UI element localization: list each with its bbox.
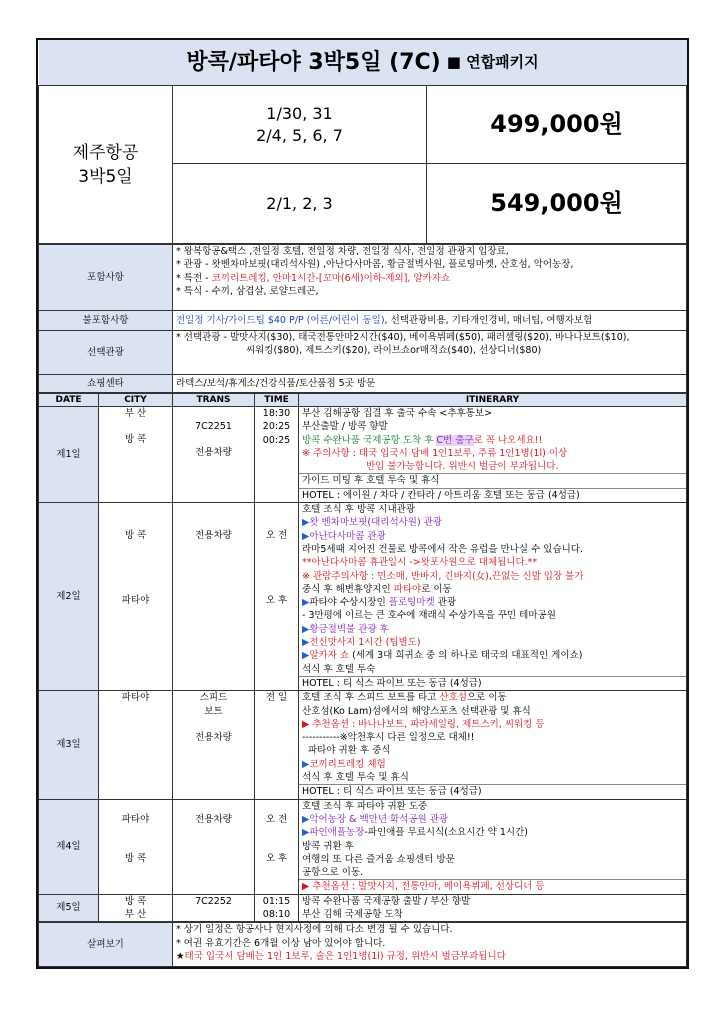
exit-highlight: C번 출구: [436, 434, 474, 446]
flight: 7C2251: [195, 421, 232, 432]
note-line: * 상기 일정은 항공사나 현지사정에 의해 다소 변경 될 수 있습니다.: [176, 924, 453, 936]
itinerary-line: [302, 758, 683, 771]
itinerary-line: [302, 813, 683, 826]
vehicle: 전용차량: [195, 731, 232, 743]
line-part: (세계 3대 희귀쇼 중 의 하나로 태국의 대표적인 게이쇼): [352, 650, 583, 662]
exclude-label: 불포함사항: [39, 311, 173, 331]
time-am: 오 전: [265, 530, 288, 542]
day-label: 제4일: [39, 799, 99, 894]
vehicle: 전용차량: [195, 530, 232, 542]
arrow-icon: ▶: [302, 517, 310, 529]
line-part: 산호섬: [439, 692, 467, 704]
boat: 스피드 보트: [199, 692, 228, 717]
day-city: [99, 503, 173, 691]
option-line: ▶ 추천옵션 : 발맛사지, 전통안마, 베이욕뷔페, 선상디너 등: [299, 879, 686, 893]
shop-value: 라텍스/보석/휴게소/건강식품/토산품점 5곳 방문: [173, 375, 687, 393]
option-label: 선택관광: [39, 331, 173, 375]
itinerary-line: 방콕 귀환 후: [302, 840, 354, 852]
line-part: 코끼리트레킹 체험: [309, 758, 386, 770]
star-icon: ★: [176, 950, 185, 962]
itinerary-line: 산호섬(Ko Lam)섬에서의 해양스포츠 선택관광 및 휴식: [302, 705, 531, 717]
shop-label: 쇼핑센타: [39, 375, 173, 393]
line-part: 아난다사마콤 관광: [309, 530, 386, 542]
day-itinerary: [299, 503, 687, 691]
line-part: 관광: [434, 597, 457, 609]
vehicle: 전용차량: [195, 447, 232, 459]
city: 방 콕: [124, 434, 147, 446]
header-table: [38, 40, 687, 244]
itinerary-table: [38, 393, 687, 922]
itinerary-line: 가이드 미팅 후 호텔 투숙 및 휴식: [299, 473, 686, 487]
day-time: [255, 799, 299, 894]
itinerary-line: [302, 623, 683, 636]
day-city: [99, 799, 173, 894]
col-time: TIME: [255, 394, 299, 407]
option-line: 씨워킹($80), 제트스키($20), 라이브쇼or매직쇼($40), 선상디너($80): [246, 345, 542, 357]
day-trans: [173, 691, 255, 799]
itinerary-line: 파타야 귀환 후 중식: [308, 745, 391, 757]
day-time: [255, 503, 299, 691]
day-trans: [173, 407, 255, 503]
day-label: 제2일: [39, 503, 99, 691]
note-line: [176, 950, 683, 963]
price-2: 549,000원: [427, 164, 687, 244]
city: 방 콕: [124, 852, 147, 864]
notes-label: 살펴보기: [39, 923, 173, 967]
exclude-cell: [173, 311, 687, 331]
info-table: [38, 244, 687, 393]
day-trans: 7C2252: [173, 894, 255, 922]
day-label: 제5일: [39, 894, 99, 922]
itinerary-line: [302, 826, 683, 839]
line-part: 중식 후 해변휴양지인: [302, 583, 394, 595]
day-row: [39, 503, 687, 691]
day-label: 제3일: [39, 691, 99, 799]
col-itinerary: ITINERARY: [299, 394, 687, 407]
line-part: 전신맛사지 1시간 (팁별도): [309, 637, 421, 649]
include-line: * 왕복항공&택스 ,전일정 호텔, 전일정 차량, 전일정 식사, 전일정 관광지 입장료,: [176, 246, 509, 257]
note-line: * 여권 유효기간은 6개월 이상 남아 있어야 합니다.: [176, 937, 386, 949]
day-row: [39, 407, 687, 503]
itinerary-line: 부산 김해공항 집결 후 출국 수속 <추후통보>: [302, 408, 493, 419]
day-city: [99, 407, 173, 503]
time-pm: 오 후: [265, 852, 288, 864]
itinerary-line: 부산출발 / 방콕 향발: [302, 421, 388, 433]
city: 부 산: [124, 408, 147, 419]
line-part: -파인애플 무료시식(소요시간 약 1시간): [364, 827, 528, 839]
itinerary-line: 석식 후 호텔 투숙 및 휴식: [302, 772, 409, 784]
option-cell: [173, 331, 687, 375]
itinerary-line: -----------※악천후시 다른 일정으로 대체!!: [302, 732, 475, 744]
day-trans: [173, 503, 255, 691]
page-title: [39, 40, 687, 86]
day-time: 01:15 08:10: [255, 894, 299, 922]
warning-line: 반입 불가능합니다. 위반시 벌금이 부과됩니다.: [366, 461, 559, 473]
line-part: 파인애플농장: [309, 827, 365, 839]
col-city: CITY: [99, 394, 173, 407]
perk-items: 코끼리트레킹, 안마1시간-[꼬마(6세)이하-제외], 알카자쇼: [211, 272, 451, 284]
perk-prefix: * 특전 -: [176, 272, 212, 284]
include-label: 포함사항: [39, 245, 173, 311]
time-am: 오 전: [265, 813, 288, 825]
day-itinerary: [299, 407, 687, 503]
itinerary-line: 석식 후 호텔 투숙: [302, 663, 376, 675]
itinerary-line: 라마5세때 지어진 건물로 방콕에서 작은 유럽을 만나실 수 있습니다.: [302, 543, 584, 555]
departure-dates-2: 2/1, 2, 3: [173, 164, 427, 244]
line-part: 으로 이동: [466, 692, 507, 704]
itinerary-line: [302, 596, 683, 609]
itinerary-line: [302, 691, 683, 704]
line-part: 알카자 쇼: [309, 650, 353, 662]
itinerary-line: 여행의 또 다른 즐거움 쇼핑센터 방문: [302, 853, 455, 865]
itinerary-line: [302, 530, 683, 543]
line-part: 파타야: [393, 583, 422, 595]
day-label: 제1일: [39, 407, 99, 503]
arrow-icon: ▶: [302, 827, 310, 839]
day-time: 전 일: [255, 691, 299, 799]
itinerary-line: **아난다사마콤 휴관일시 ->왓포사원으로 대체됩니다.**: [302, 557, 538, 569]
warning-note: 태국 입국시 담배는 1인 1보루, 술은 1인1병(1l) 규정, 위반시 벌금부과됩니다: [184, 950, 506, 962]
hotel-line: HOTEL : 에이원 / 차다 / 칸타라 / 아트리움 호텔 또는 동급 (4성급): [299, 488, 686, 502]
line-part: 로 이동: [421, 583, 452, 595]
city: 파타야: [121, 595, 150, 607]
itinerary-line: [302, 583, 683, 596]
day-time: 18:30 20:25 00:25: [255, 407, 299, 503]
title-text: 방콕/파타야 3박5일 (7C): [186, 50, 441, 75]
warning-line: ※ 주의사항 : 태국 입국시 담배 1인1보루, 주류 1인1병(1l) 이상: [302, 447, 568, 459]
itinerary-line: - 3만평에 이르는 큰 호수에 재래식 수상가옥을 꾸민 테마공원: [302, 610, 556, 622]
itinerary-line: 부산 김해 국제공항 도착: [302, 908, 403, 920]
option-line: * 선택관광 - 발맛사지($30), 태국전통안마2시간($40), 베이욕뷔페($50), 패러셀링($20), 바나나보트($10),: [176, 332, 630, 343]
day-itinerary: [299, 894, 687, 922]
price-1: 499,000원: [427, 86, 687, 164]
itinerary-line: 호텔 조식 후 파타야 귀환 도중: [302, 800, 428, 812]
line-part: 로 꼭 나오세요!!: [473, 434, 543, 446]
city: 파타야: [121, 813, 150, 825]
warning-line: ※ 관람주의사항 : 민소매, 반바지, 긴바지(女),끈없는 신발 입장 불가: [302, 570, 584, 582]
day-city: 방 콕 부 산: [99, 894, 173, 922]
line-part: 호텔 조식 후 스피드 보트를 타고: [302, 692, 440, 704]
notes-table: [38, 922, 687, 967]
tip-notice: 전일정 기사/가이드팁 $40 P/P (어른/어린이 동일): [176, 314, 385, 326]
itinerary-line: [302, 434, 683, 447]
col-date: DATE: [39, 394, 99, 407]
exclude-rest: , 선택관광비용, 기타개인경비, 매너팁, 여행자보험: [384, 314, 593, 326]
line-part: 악어농장 & 백만년 화석공원 관광: [309, 813, 449, 825]
day-row: [39, 691, 687, 799]
col-trans: TRANS: [173, 394, 255, 407]
line-part: 왓 벤차마보핏(대리석사원) 관광: [309, 517, 443, 529]
arrow-icon: ▶: [302, 650, 310, 662]
day-row: [39, 799, 687, 894]
itinerary-line: [302, 516, 683, 529]
package-badge: ■ 연합패키지: [446, 53, 539, 71]
day-trans: [173, 799, 255, 894]
include-line: * 특식 - 수끼, 삼겹살, 로얄드레곤,: [176, 285, 319, 297]
time-pm: 오 후: [265, 595, 288, 607]
arrow-icon: ▶: [302, 530, 310, 542]
arrow-icon: ▶: [302, 813, 310, 825]
day-city: 파타야: [99, 691, 173, 799]
arrow-icon: ▶: [302, 637, 310, 649]
itinerary-line: [302, 649, 683, 662]
itinerary-line: 호텔 조식 후 방콕 시내관광: [302, 504, 416, 516]
price-label: 제주항공 3박5일: [39, 86, 173, 244]
arrow-icon: ▶: [302, 623, 310, 635]
notes-cell: [173, 923, 687, 967]
line-part: 파타야 수상시장인: [309, 597, 389, 609]
line-part: 방콕 수완나품 국제공항 도착 후: [302, 434, 437, 446]
include-line: * 관광 - 왓벤차마보핏(대리석사원) ,아난다사마콤, 황금절벽사원, 플로팅마켓, 산호섬, 악어농장,: [176, 259, 574, 271]
hotel-line: HOTEL : 티 식스 파이브 또는 동급 (4성급): [299, 676, 686, 690]
arrow-icon: ▶: [302, 597, 310, 609]
city: 방 콕: [124, 530, 147, 542]
itinerary-line: 방콕 수완나품 국제공항 출발 / 부산 향발: [302, 895, 471, 907]
hotel-line: HOTEL : 티 식스 파이브 또는 동급 (4성급): [299, 784, 686, 798]
arrow-icon: ▶: [302, 758, 310, 770]
departure-dates-1: 1/30, 31 2/4, 5, 6, 7: [173, 86, 427, 164]
tour-document: [36, 38, 689, 969]
line-part: 플로팅마켓: [388, 597, 435, 609]
include-cell: [173, 245, 687, 311]
day-itinerary: [299, 691, 687, 799]
line-part: 황금절벽불 관광 후: [309, 623, 389, 635]
itinerary-line: [302, 636, 683, 649]
option-line: ▶ 추천옵션 : 바나나보트, 파라세일링, 제트스키, 씨워킹 등: [302, 718, 545, 730]
itinerary-line: 공항으로 이동.: [302, 867, 364, 879]
include-line: [176, 272, 683, 285]
day-itinerary: [299, 799, 687, 894]
vehicle: 전용차량: [195, 813, 232, 825]
day-row: [39, 894, 687, 922]
